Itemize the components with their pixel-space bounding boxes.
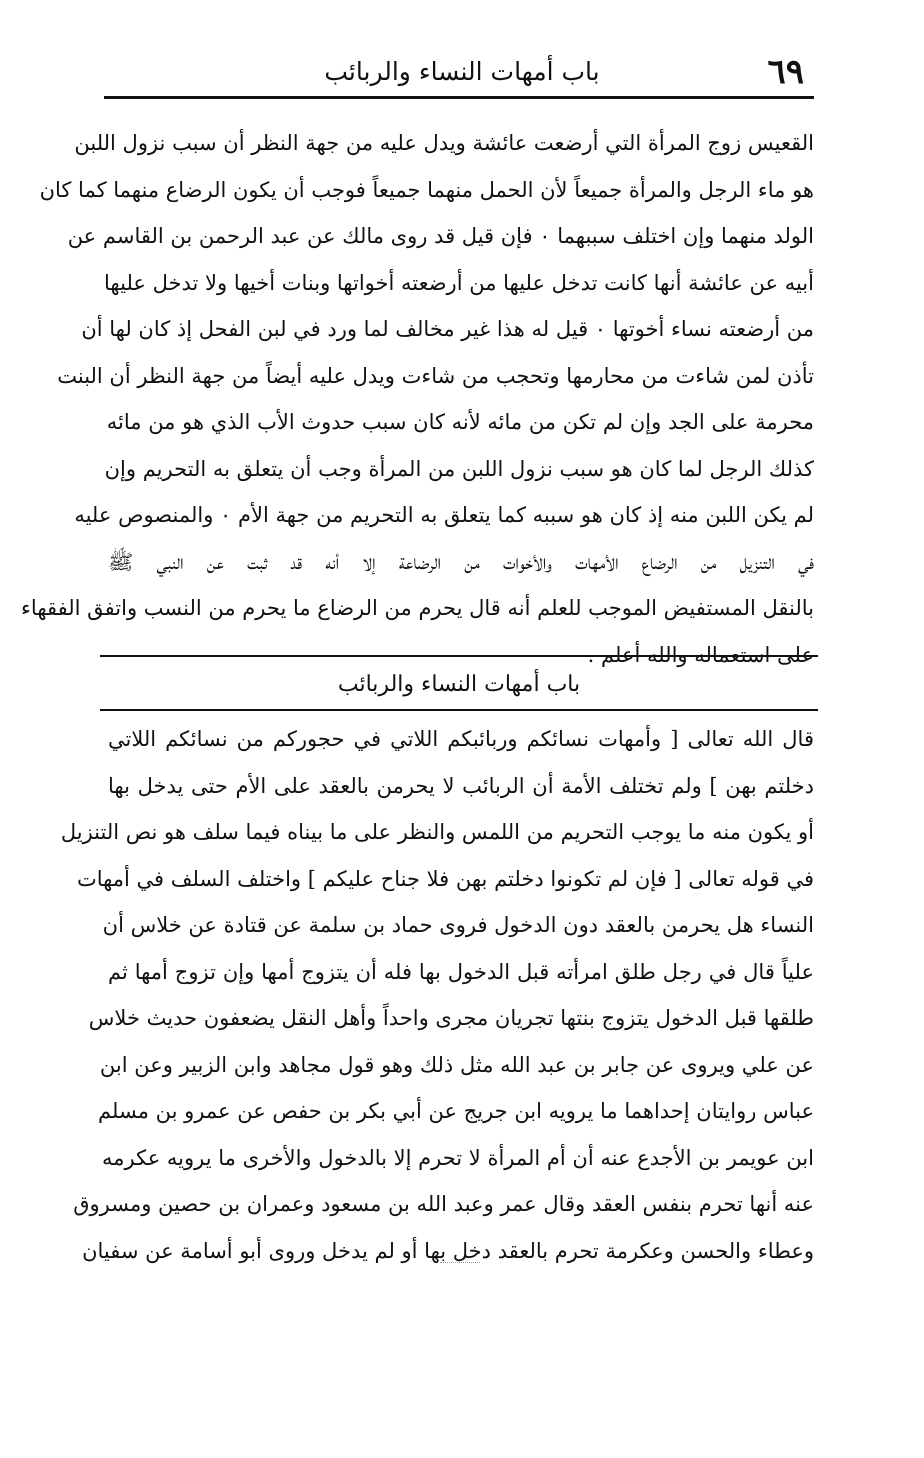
section-rule-bottom (100, 709, 818, 711)
text-line: علياً قال في رجل طلق امرأته قبل الدخول بها فله أن يتزوج أمها وإن تزوج أمها ثم (108, 959, 814, 984)
section-rule-top (100, 655, 818, 657)
text-line: النساء هل يحرمن بالعقد دون الدخول فروى حماد بن سلمة عن قتادة عن خلاس أن (102, 913, 814, 937)
running-header (112, 52, 812, 92)
text-line: هو ماء الرجل والمرأة جميعاً لأن الحمل منهما جميعاً فوجب أن يكون الرضاع منهما كما كان (39, 177, 814, 202)
text-line: وعطاء والحسن وعكرمة تحرم بالعقد دخل بها أو لم يدخل وروى أبو أسامة عن سفيان (82, 1238, 814, 1263)
text-line: الولد منهما وإن اختلف سببهما ۰ فإن قيل قد روى مالك عن عبد الرحمن بن القاسم عن (67, 224, 814, 248)
page-number: ٦٩ (767, 52, 804, 92)
text-line: من أرضعته نساء أخوتها ۰ قيل له هذا غير مخالف لما ورد في لبن الفحل إذ كان لها أن (81, 317, 814, 341)
text-line: على استعماله والله أعلم . (587, 642, 814, 667)
text-line: أو يكون منه ما يوجب التحريم من اللمس والنظر على ما بيناه فيما سلف هو نص التنزيل (60, 820, 814, 844)
text-line: القعيس زوج المرأة التي أرضعت عائشة ويدل عليه من جهة النظر أن سبب نزول اللبن (74, 131, 814, 155)
running-title: باب أمهات النساء والربائب (324, 57, 600, 86)
text-line: لم يكن اللبن منه إذ كان هو سببه كما يتعلق به التحريم من جهة الأم ۰ والمنصوص عليه (74, 503, 814, 527)
text-line: في التنزيل من الرضاع الأمهات والأخوات من الرضاعة إلا أنه قد ثبت عن النبي ﷺ (108, 549, 814, 574)
paragraph-2 (60, 716, 814, 1274)
text-line: قال الله تعالى [ وأمهات نسائكم وربائبكم اللاتي في حجوركم من نسائكم اللاتي (108, 727, 814, 751)
text-line: تأذن لمن شاءت من محارمها وتحجب من شاءت ويدل عليه أيضاً من جهة النظر أن البنت (57, 363, 814, 388)
text-line: طلقها قبل الدخول يتزوج بنتها تجريان مجرى واحداً وأهل النقل يضعفون حديث خلاس (88, 1006, 814, 1030)
text-line: كذلك الرجل لما كان هو سبب نزول اللبن من المرأة وجب أن يتعلق به التحريم وإن (104, 456, 814, 481)
text-line: أبيه عن عائشة أنها كانت تدخل عليها من أرضعته أخواتها وبنات أخيها ولا تدخل عليها (104, 270, 814, 295)
paragraph-1 (21, 120, 814, 678)
text-line: ابن عويمر بن الأجدع عنه أن أم المرأة لا تحرم إلا بالدخول والأخرى ما يرويه عكرمه (102, 1145, 814, 1170)
text-line: عن علي ويروى عن جابر بن عبد الله مثل ذلك وهو قول مجاهد وابن الزبير وعن ابن (99, 1052, 814, 1077)
bottom-dotted-mark (440, 1262, 480, 1263)
section-title: باب أمهات النساء والربائب (337, 672, 581, 697)
text-line: عباس روايتان إحداهما ما يرويه ابن جريج عن أبي بكر بن حفص عن عمرو بن مسلم (98, 1099, 814, 1123)
text-line: دخلتم بهن ] ولم تختلف الأمة أن الربائب لا يحرمن بالعقد على الأم حتى يدخل بها (108, 773, 814, 798)
text-line: في قوله تعالى [ فإن لم تكونوا دخلتم بهن فلا جناح عليكم ] واختلف السلف في أمهات (76, 866, 814, 891)
text-line: محرمة على الجد وإن لم تكن من مائه لأنه كان سبب حدوث الأب الذي هو من مائه (106, 410, 814, 434)
header-rule (104, 96, 814, 99)
text-line: عنه أنها تحرم بنفس العقد وقال عمر وعبد الله بن مسعود وعمران بن حصين ومسروق (73, 1192, 814, 1216)
text-line: بالنقل المستفيض الموجب للعلم أنه قال يحرم من الرضاع ما يحرم من النسب واتفق الفقهاء (21, 596, 814, 620)
